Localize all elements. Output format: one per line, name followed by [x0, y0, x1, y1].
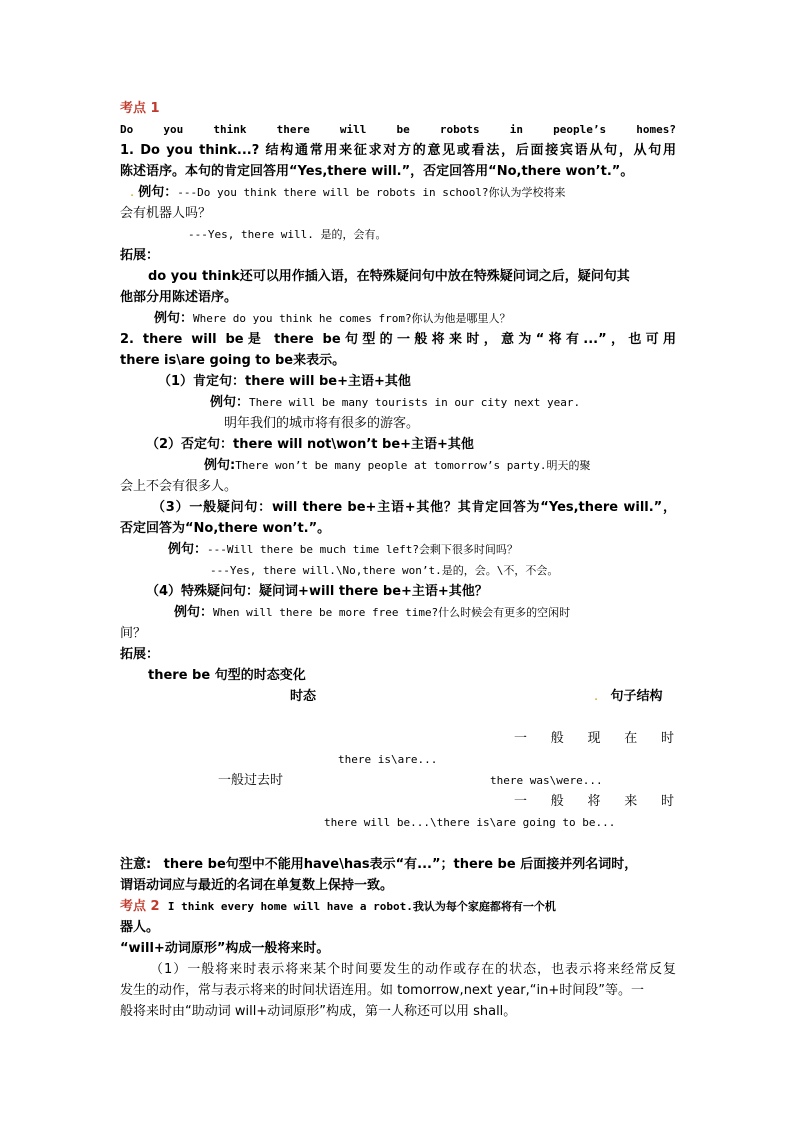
note-line-a — [120, 854, 676, 875]
example2-label: 例句： — [154, 311, 194, 326]
point2-title: 考点 2 — [120, 899, 160, 914]
question-example-answer-text: ---Yes, there will.\No,there won’t.是的，会。\不，不会。 — [210, 564, 559, 577]
special-question-example-cont: 间？ — [120, 626, 147, 641]
point1-sentence: Do you think there will be robots in people’s homes? — [120, 123, 676, 136]
point2-rule: “will+动词原形”构成一般将来时。 — [120, 941, 330, 956]
negative-example-cont: 会上不会有很多人。 — [120, 479, 238, 494]
table-header-structure — [594, 686, 678, 707]
table-header-tense: 时态 — [290, 689, 317, 704]
point1-title: 考点 1 — [120, 101, 160, 116]
question-heading-a: （3）一般疑问句：will there be+主语+其他？其肯定回答为“Yes,there will.”， — [152, 500, 676, 515]
note-text-a: there be句型中不能用have\has表示“有...”；there be 后面接并列名词时， — [163, 857, 638, 872]
bullet-dot-icon: . — [594, 689, 599, 704]
extension2-subtitle: there be 句型的时态变化 — [148, 668, 306, 683]
item2-line-b: there is\are going to be来表示。 — [120, 353, 346, 368]
item2-line-a: 2. there will be是 there be句型的一般将来时，意为“将有...”，也可用 — [120, 332, 676, 347]
example2-text: Where do you think he comes from?你认为他是哪里人？ — [193, 312, 511, 325]
example2 — [154, 308, 674, 329]
special-question-example — [174, 602, 676, 623]
affirmative-example — [210, 392, 676, 413]
extension-title: 拓展： — [120, 248, 160, 263]
item1-line-a: 1. Do you think...? 结构通常用来征求对方的意见或看法，后面接宾语从句，从句用 — [120, 143, 676, 158]
past-tense-structure: there was\were... — [490, 774, 603, 787]
future-tense-label: 一般将来时 — [514, 794, 674, 809]
example1-cont: 会有机器人吗？ — [120, 206, 212, 221]
point2-para-c: 般将来时由“助动词 will+动词原形”构成，第一人称还可以用 shall。 — [120, 1004, 517, 1019]
point2-para-a: （1）一般将来时表示将来某个时间要发生的动作或存在的状态，也表示将来经常反复 — [150, 962, 676, 977]
question-example-label: 例句： — [168, 542, 208, 557]
point2-heading — [120, 896, 676, 917]
affirmative-example-label: 例句： — [210, 395, 250, 410]
negative-example — [204, 455, 676, 476]
question-example — [168, 539, 676, 560]
affirmative-example-text: There will be many tourists in our city next year. — [249, 396, 581, 409]
affirmative-heading: （1）肯定句：there will be+主语+其他 — [158, 374, 411, 389]
special-question-example-text: When will there be more free time?什么时候会有更多的空闲时 — [213, 606, 571, 619]
negative-example-text: There won’t be many people at tomorrow’s party.明天的聚 — [235, 459, 591, 472]
example1-answer-text: ---Yes, there will. 是的，会有。 — [188, 228, 387, 241]
question-example-answer — [210, 560, 676, 581]
past-tense-label: 一般过去时 — [218, 773, 284, 788]
note-label: 注意: — [120, 857, 152, 872]
extension2-title: 拓展： — [120, 647, 160, 662]
negative-heading: （2）否定句：there will not\won’t be+主语+其他 — [146, 437, 474, 452]
negative-example-label: 例句: — [204, 458, 236, 473]
example1-answer — [188, 224, 678, 245]
future-tense-structure: there will be...\there is\are going to be... — [324, 816, 616, 829]
special-question-example-label: 例句： — [174, 605, 214, 620]
table-header-structure-text: 句子结构 — [610, 689, 663, 704]
item1-line-b: 陈述语序。本句的肯定回答用“Yes,there will.”，否定回答用“No,there won’t.”。 — [120, 164, 634, 179]
question-example-text: ---Will there be much time left?会剩下很多时间吗？ — [207, 543, 518, 556]
special-question-heading: （4）特殊疑问句：疑问词+will there be+主语+其他？ — [146, 584, 488, 599]
example1-text: ---Do you think there will be robots in school?你认为学校将来 — [177, 186, 566, 199]
present-tense-structure: there is\are... — [338, 753, 438, 766]
point2-sentence-b: 器人。 — [120, 920, 160, 935]
question-heading-b: 否定回答为“No,there won’t.”。 — [120, 521, 331, 536]
present-tense-label: 一般现在时 — [514, 731, 674, 746]
example1 — [120, 182, 676, 203]
affirmative-example-cn: 明年我们的城市将有很多的游客。 — [224, 416, 420, 431]
point2-para-b: 发生的动作，常与表示将来的时间状语连用。如 tomorrow,next year,“in+时间段”等。一 — [120, 983, 644, 998]
example1-label: 例句： — [138, 185, 178, 200]
note-line-b: 谓语动词应与最近的名词在单复数上保持一致。 — [120, 878, 394, 893]
point2-sentence-a: I think every home will have a robot.我认为每个家庭都将有一个机 — [167, 900, 556, 913]
extension-line-b: 他部分用陈述语序。 — [120, 290, 238, 305]
extension-line-a: do you think还可以用作插入语，在特殊疑问句中放在特殊疑问词之后，疑问句其 — [148, 269, 630, 284]
bullet-dot-icon: . — [130, 185, 135, 200]
